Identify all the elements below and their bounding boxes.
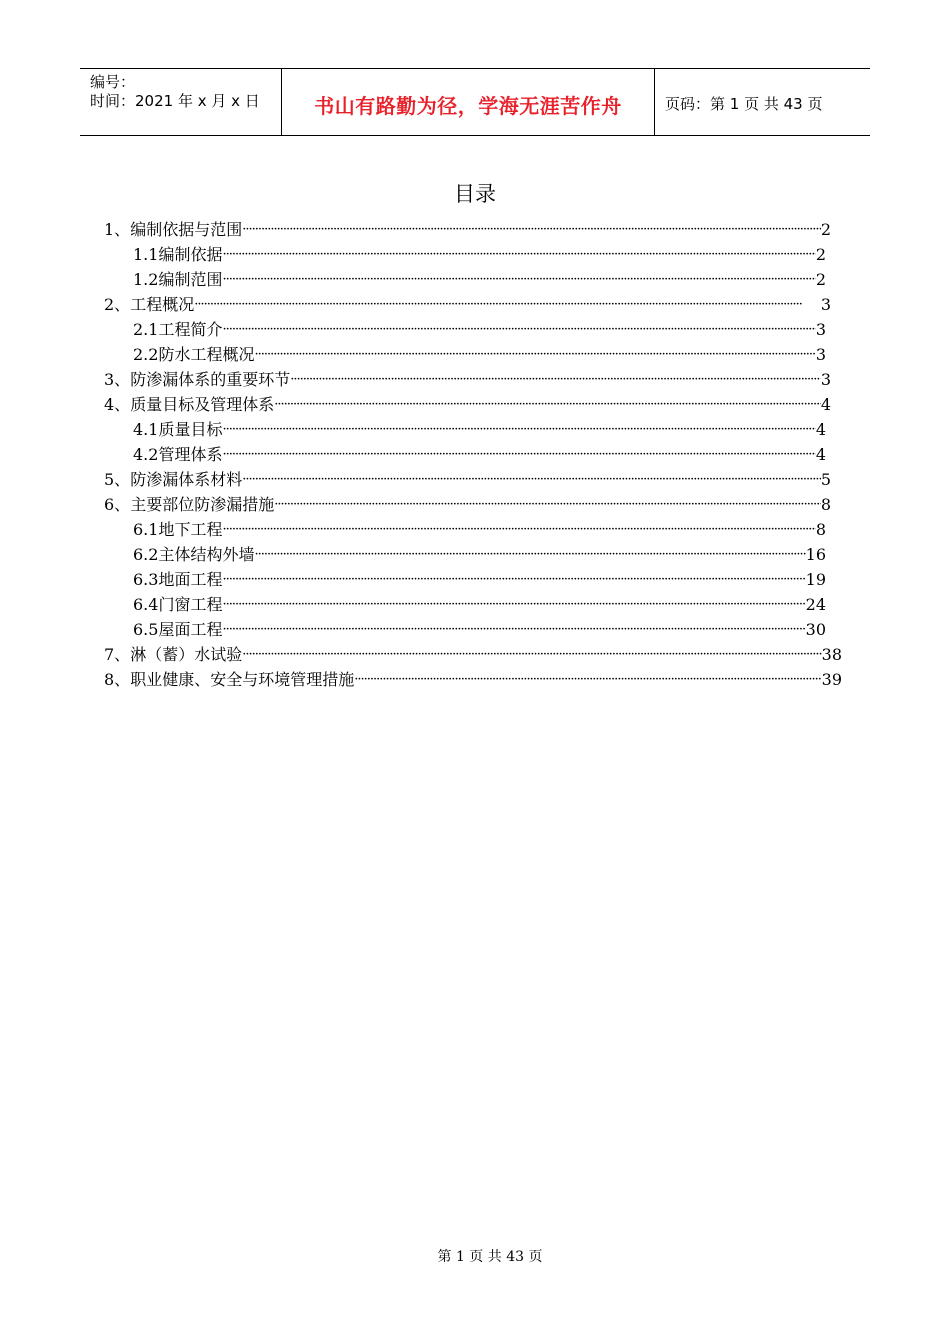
toc-entry-page: 38: [821, 645, 842, 664]
toc-leader-dots: [254, 542, 805, 567]
header-page-cell: [655, 69, 870, 135]
toc-entry-label: 编制依据与范围: [130, 220, 243, 239]
toc-entry-number: 6.2: [133, 545, 159, 564]
toc-entry[interactable]: [104, 642, 842, 667]
toc-entry-page: 8: [820, 495, 831, 514]
toc-entry-label: 工程简介: [158, 320, 223, 339]
toc-entry-page: 2: [815, 245, 826, 264]
toc-entry[interactable]: [133, 417, 826, 442]
toc-entry-page: 4: [815, 420, 826, 439]
toc-entry-page: 19: [805, 570, 826, 589]
toc-entry-label: 管理体系: [158, 445, 223, 464]
toc-entry-label: 屋面工程: [158, 620, 223, 639]
toc-entry-label: 质量目标及管理体系: [130, 395, 275, 414]
toc-entry[interactable]: [104, 467, 831, 492]
toc-entry-label: 地面工程: [158, 570, 223, 589]
toc-leader-dots: [254, 342, 815, 367]
toc-entry-label: 职业健康、安全与环境管理措施: [130, 670, 355, 689]
toc-entry-number: 7、: [104, 645, 131, 664]
toc-entry-page: 30: [805, 620, 826, 639]
toc-entry-number: 2.1: [133, 320, 159, 339]
toc-leader-dots: [194, 292, 821, 317]
toc-title: 目录: [454, 182, 496, 206]
toc-entry[interactable]: [133, 542, 826, 567]
toc-entry-label: 工程概况: [130, 295, 195, 314]
toc-entry-page: 4: [820, 395, 831, 414]
toc-entry[interactable]: [104, 367, 831, 392]
toc-entry-number: 6.1: [133, 520, 159, 539]
toc-entry-label: 编制依据: [158, 245, 223, 264]
toc-entry-number: 3、: [104, 370, 131, 389]
page-footer: 第 1 页 共 43 页: [437, 1249, 543, 1265]
toc-leader-dots: [242, 217, 821, 242]
toc-entry-page: 5: [820, 470, 831, 489]
toc-leader-dots: [222, 317, 815, 342]
toc-entry[interactable]: [133, 342, 826, 367]
toc-entry-label: 编制范围: [158, 270, 223, 289]
toc-entry-page: 8: [815, 520, 826, 539]
toc-entry[interactable]: [133, 242, 826, 267]
toc-leader-dots: [274, 392, 821, 417]
toc-entry-page: 4: [815, 445, 826, 464]
toc-entry[interactable]: [104, 217, 831, 242]
toc-leader-dots: [222, 517, 815, 542]
toc-entry[interactable]: [133, 567, 826, 592]
toc-leader-dots: [222, 617, 805, 642]
toc-entry-number: 2.2: [133, 345, 159, 364]
toc-entry[interactable]: [104, 667, 842, 692]
toc-entry-page: 24: [805, 595, 826, 614]
toc-entry-label: 主体结构外墙: [158, 545, 255, 564]
toc-leader-dots: [222, 417, 815, 442]
toc-entry-label: 防水工程概况: [158, 345, 255, 364]
toc-leader-dots: [222, 592, 805, 617]
toc-entry[interactable]: [133, 592, 826, 617]
toc-entry-label: 防渗漏体系材料: [130, 470, 243, 489]
toc-entry-page: 3: [815, 320, 826, 339]
toc-entry[interactable]: [104, 492, 831, 517]
toc-entry-number: 6.3: [133, 570, 159, 589]
header-page-info: 页码：第 1 页 共 43 页: [665, 94, 823, 113]
toc-leader-dots: [274, 492, 821, 517]
toc-entry-label: 门窗工程: [158, 595, 223, 614]
toc-entry[interactable]: [133, 317, 826, 342]
toc-entry-page: 3: [815, 345, 826, 364]
toc-entry-page: 3: [820, 295, 831, 314]
toc-entry-number: 1、: [104, 220, 131, 239]
document-header: [80, 68, 870, 136]
toc-entry-label: 地下工程: [158, 520, 223, 539]
toc-entry-page: 3: [820, 370, 831, 389]
toc-leader-dots: [222, 267, 815, 292]
toc-entry[interactable]: [133, 442, 826, 467]
toc-entry[interactable]: [133, 617, 826, 642]
toc-leader-dots: [290, 367, 821, 392]
toc-entry-number: 4.2: [133, 445, 159, 464]
toc-entry-number: 1.2: [133, 270, 159, 289]
toc-leader-dots: [242, 467, 821, 492]
toc-entry-number: 6.4: [133, 595, 159, 614]
toc-entry-number: 8、: [104, 670, 131, 689]
toc-leader-dots: [222, 567, 805, 592]
header-motto: 书山有路勤为径，学海无涯苦作舟: [314, 93, 622, 118]
toc-leader-dots: [222, 442, 815, 467]
toc-entry[interactable]: [133, 267, 826, 292]
toc-entry-number: 6.5: [133, 620, 159, 639]
toc-leader-dots: [242, 642, 821, 667]
toc-entry-number: 1.1: [133, 245, 159, 264]
toc-entry-label: 质量目标: [158, 420, 223, 439]
toc-entry-label: 防渗漏体系的重要环节: [130, 370, 291, 389]
toc-entry[interactable]: [104, 392, 831, 417]
toc-leader-dots: [354, 667, 821, 692]
toc-entry-number: 4、: [104, 395, 131, 414]
toc-entry-page: 2: [815, 270, 826, 289]
toc-entry-page: 39: [821, 670, 842, 689]
toc-entry-label: 淋（蓄）水试验: [130, 645, 243, 664]
toc-entry[interactable]: [104, 292, 831, 317]
toc-leader-dots: [222, 242, 815, 267]
toc-entry-number: 6、: [104, 495, 131, 514]
header-meta-cell: [80, 69, 282, 135]
toc-entry-number: 5、: [104, 470, 131, 489]
toc-entry[interactable]: [133, 517, 826, 542]
toc-entry-page: 16: [805, 545, 826, 564]
document-date: 时间：2021 年 x 月 x 日: [90, 92, 260, 110]
toc-entry-number: 2、: [104, 295, 131, 314]
document-number-label: 编号：: [90, 73, 136, 91]
toc-entry-number: 4.1: [133, 420, 159, 439]
header-motto-cell: [282, 69, 655, 135]
toc-entry-page: 2: [820, 220, 831, 239]
toc-entry-label: 主要部位防渗漏措施: [130, 495, 275, 514]
